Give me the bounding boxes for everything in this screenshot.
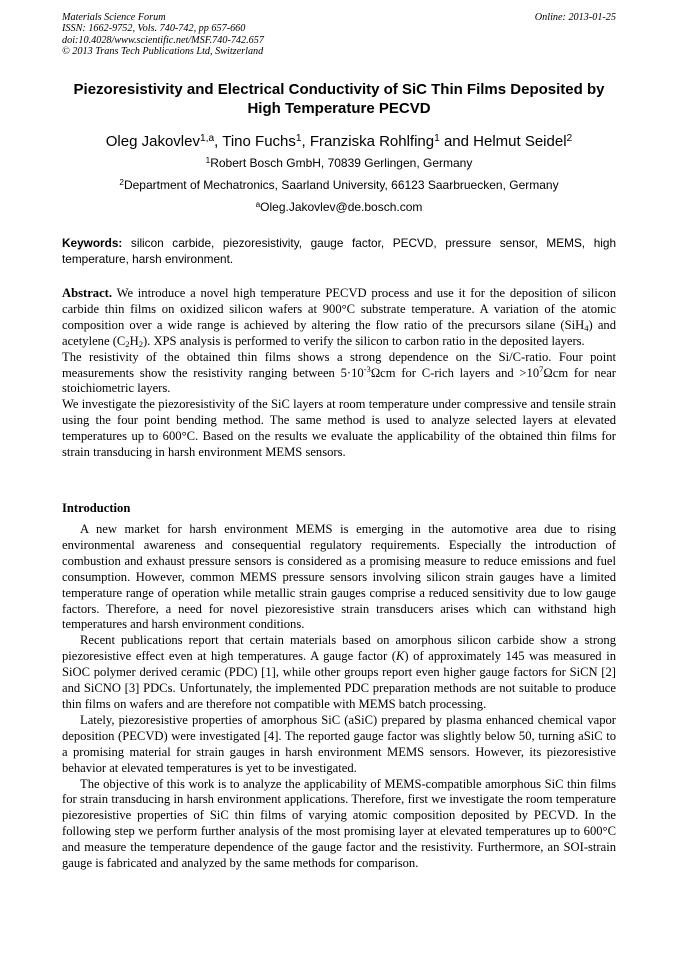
intro-paragraph: Recent publications report that certain materials based on amorphous silicon carbide show a strong piezoresistive effect even at high temperatures. A gauge factor (K) of approximately 145 was measured in SiOC polymer derived ceramic (PDC) [1], while other groups report even higher gauge factors for SiCN [2] and SiCNO [3] PDCs. Unfortunately, the implemented PDC preparation methods are not suitable to produce thin films on wafers and are therefore not compatible with MEMS batch processing. <box>62 633 616 711</box>
introduction-heading: Introduction <box>62 501 131 515</box>
affiliation-text: Robert Bosch GmbH, 70839 Gerlingen, Germany <box>210 156 473 170</box>
journal-name: Materials Science Forum <box>62 12 166 23</box>
abstract-paragraph: The resistivity of the obtained thin films shows a strong dependence on the Si/C-ratio. Four point measurements show the resistivity ranging between $5\cdot 10^{-3}\Omega cm$ for C-rich layers and $>10^7\Omega cm$ for near stoichiometric layers. <box>62 349 617 396</box>
keywords-text: silicon carbide, piezoresistivity, gauge factor, PECVD, pressure sensor, MEMS, high temperature, harsh environment. <box>62 236 616 266</box>
author-separator: , <box>301 133 310 150</box>
affiliation-text: Department of Mechatronics, Saarland University, 66123 Saarbruecken, Germany <box>123 178 559 192</box>
author-email[interactable]: Oleg.Jakovlev@de.bosch.com <box>260 200 423 214</box>
online-date: Online: 2013-01-25 <box>534 12 616 23</box>
abstract-paragraph: We investigate the piezoresistivity of the SiC layers at room temperature under compressive and tensile strain using the four point bending method. The same method is used to analyze selected layers at elevated temperatures up to 600°C. Based on the results we evaluate the applicability of the obtained thin films for strain transducing in harsh environment MEMS sensors. <box>62 397 616 460</box>
author-name: Helmut Seidel <box>473 133 567 150</box>
introduction-section <box>62 522 616 872</box>
abstract-label: Abstract. <box>62 286 113 300</box>
intro-paragraph: A new market for harsh environment MEMS is emerging in the automotive area due to rising environmental awareness and consequential regulatory requirements. Especially the introduction of combustion and exhaust pressure sensors is considered as a promising measure to reduce emissions and fuel consumption. However, common MEMS pressure sensors involving silicon strain gauges have a limited temperature range of operation while metallic strain gauges comprise a reduced sensitivity due to low gauge factors. Therefore, a need for novel piezoresistive strain transducers arises which can withstand high temperatures and harsh environment conditions. <box>62 522 616 632</box>
intro-paragraph: The objective of this work is to analyze the applicability of MEMS-compatible amorphous SiC thin films for strain transducing in harsh environment applications. Therefore, first we investigate the room temperature piezoresistive properties of SiC thin films of varying atomic composition deposited by PECVD. In the following step we perform further analysis of the most promising layer at elevated temperatures up to 600°C and measure the temperature dependence of the gauge factor and the resistivity. Furthermore, an SOI-strain gauge is fabricated and analyzed by the same methods for comparison. <box>62 776 616 871</box>
doi-line[interactable]: doi:10.4028/www.scientific.net/MSF.740-742.657 <box>62 34 264 46</box>
affiliation-sup: 2 <box>119 177 124 187</box>
affiliation-2 <box>62 178 616 193</box>
abstract-section <box>62 286 616 461</box>
author-affil-sup: 1 <box>434 132 440 144</box>
intro-paragraph: Lately, piezoresistive properties of amorphous SiC (aSiC) prepared by plasma enhanced chemical vapor deposition (PECVD) were investigated [4]. The reported gauge factor was slightly below 50, turning aSiC to a promising material for strain gauges in harsh environment MEMS sensors. However, its piezoresistive behavior at elevated temperatures is yet to be investigated. <box>62 712 616 775</box>
keywords-label: Keywords: <box>62 236 123 250</box>
author-list <box>62 132 616 151</box>
keywords-block <box>62 236 616 267</box>
author-name: Tino Fuchs <box>222 133 296 150</box>
affiliation-email <box>62 200 616 215</box>
issn-line: ISSN: 1662-9752, Vols. 740-742, pp 657-660 <box>62 23 246 35</box>
affiliation-sup: a <box>255 199 261 209</box>
journal-header <box>62 12 616 57</box>
author-separator: , <box>214 133 223 150</box>
author-affil-sup: 1,a <box>199 132 215 144</box>
author-name: Franziska Rohlfing <box>309 133 435 150</box>
copyright-line: © 2013 Trans Tech Publications Ltd, Switzerland <box>62 45 264 57</box>
author-name: Oleg Jakovlev <box>105 133 200 150</box>
author-separator: and <box>439 133 474 150</box>
author-affil-sup: 1 <box>295 132 302 144</box>
affiliation-sup: 1 <box>205 155 211 165</box>
author-affil-sup: 2 <box>566 132 573 144</box>
affiliation-1 <box>62 156 616 171</box>
abstract-paragraph: Abstract. We introduce a novel high temperature PECVD process and use it for the deposition of silicon carbide thin films on oxidized silicon wafers at 900°C substrate temperature. A variation of the atomic composition over a wide range is achieved by altering the flow ratio of the precursors silane (SiH$_4$) and acetylene $(C_2H_2)$. XPS analysis is performed to verify the silicon to carbon ratio in the deposited layers. <box>62 286 617 349</box>
paper-title: Piezoresistivity and Electrical Conductivity of SiC Thin Films Deposited by High Temperature PECVD <box>73 81 605 117</box>
